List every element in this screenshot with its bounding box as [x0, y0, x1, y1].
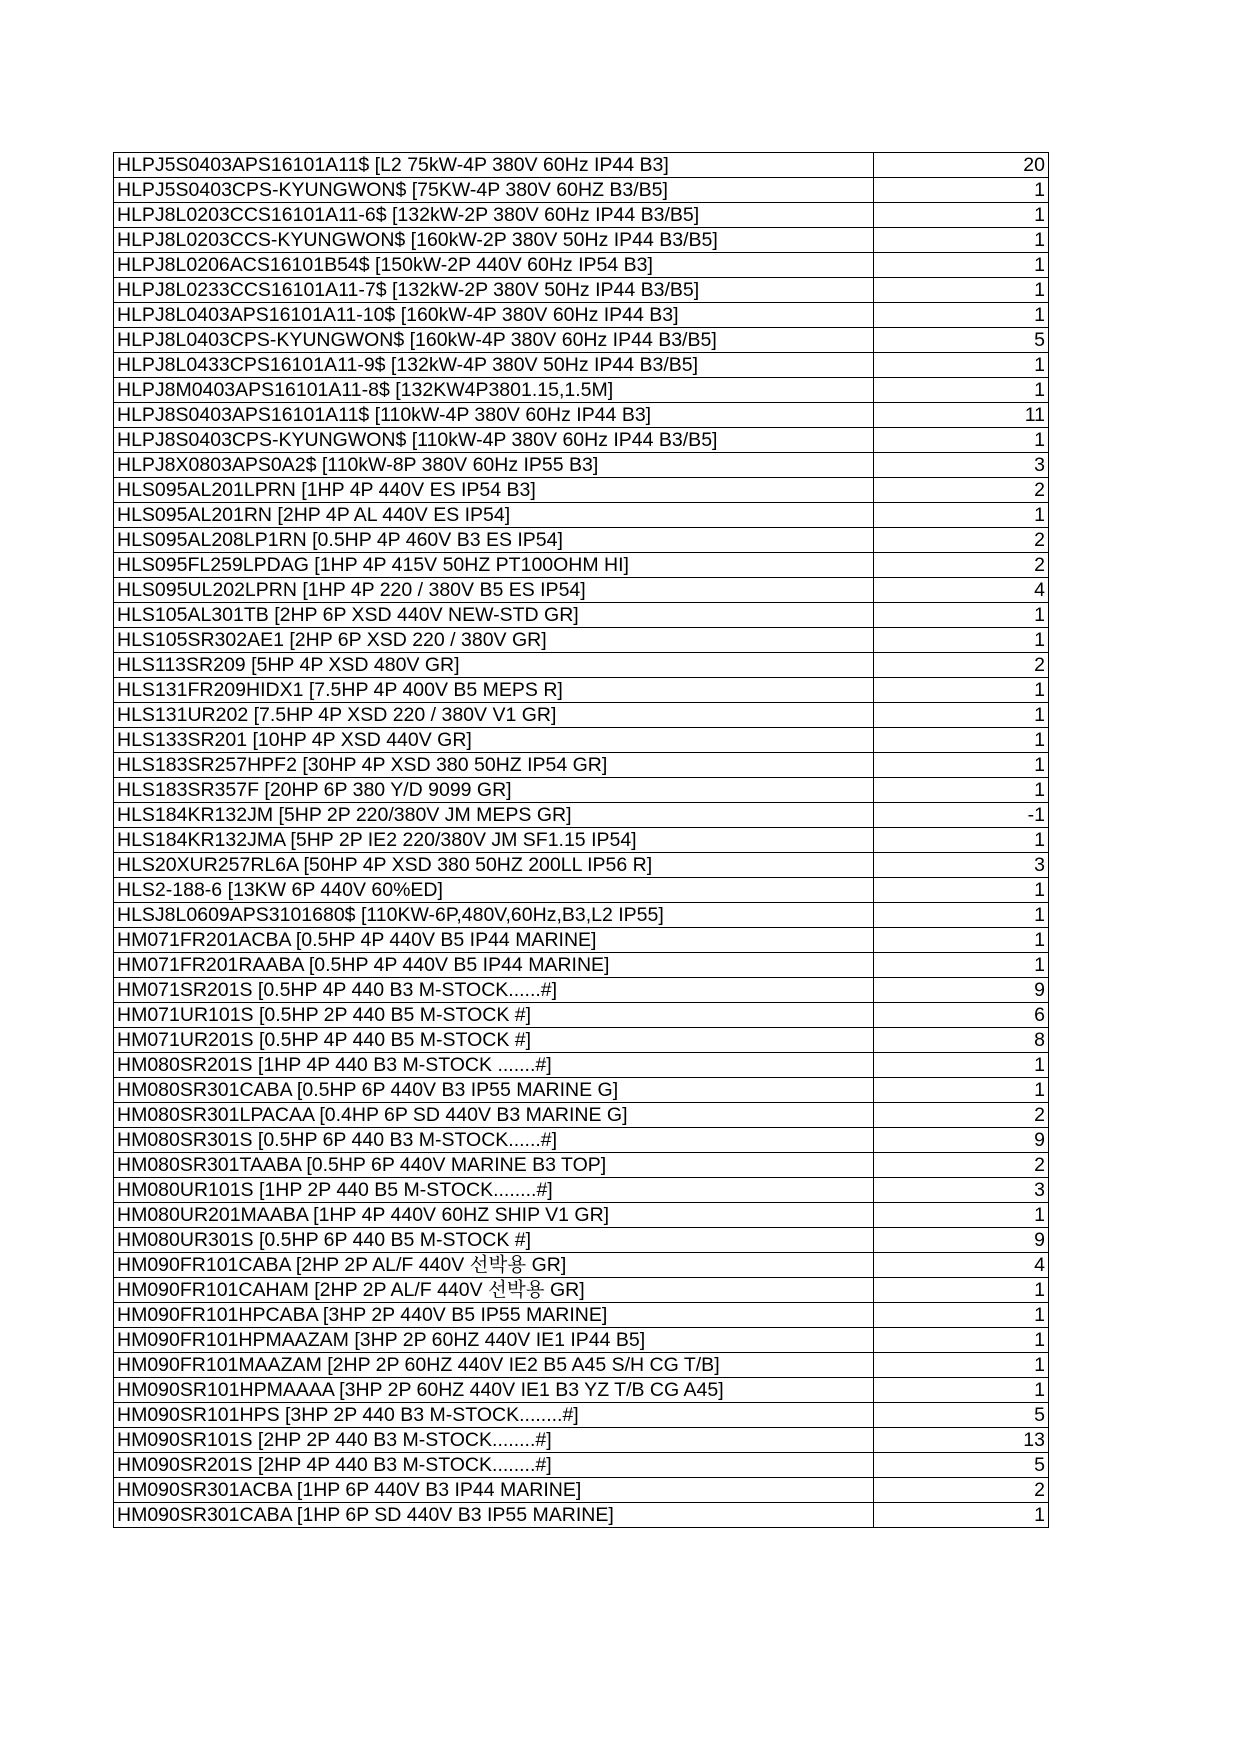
table-row — [114, 453, 1049, 478]
item-description-cell: HM090SR101HPS [3HP 2P 440 B3 M-STOCK........#] — [114, 1403, 874, 1428]
item-description-cell: HLPJ8L0206ACS16101B54$ [150kW-2P 440V 60Hz IP54 B3] — [114, 253, 874, 278]
item-description-cell: HLS105SR302AE1 [2HP 6P XSD 220 / 380V GR] — [114, 628, 874, 653]
table-row — [114, 853, 1049, 878]
item-description-cell: HM090SR101S [2HP 2P 440 B3 M-STOCK........#] — [114, 1428, 874, 1453]
quantity-cell: 1 — [874, 628, 1049, 653]
quantity-cell: 2 — [874, 1103, 1049, 1128]
table-row — [114, 1128, 1049, 1153]
quantity-cell: 9 — [874, 1128, 1049, 1153]
item-description-cell: HLS20XUR257RL6A [50HP 4P XSD 380 50HZ 200LL IP56 R] — [114, 853, 874, 878]
table-row — [114, 878, 1049, 903]
item-description-cell: HM090SR201S [2HP 4P 440 B3 M-STOCK........#] — [114, 1453, 874, 1478]
table-row — [114, 1328, 1049, 1353]
quantity-cell: 1 — [874, 703, 1049, 728]
item-description-cell: HLS131FR209HIDX1 [7.5HP 4P 400V B5 MEPS R] — [114, 678, 874, 703]
item-description-cell: HM071UR101S [0.5HP 2P 440 B5 M-STOCK #] — [114, 1003, 874, 1028]
table-row — [114, 1353, 1049, 1378]
quantity-cell: 1 — [874, 1203, 1049, 1228]
table-row — [114, 903, 1049, 928]
table-row — [114, 353, 1049, 378]
quantity-cell: 1 — [874, 228, 1049, 253]
table-row — [114, 1478, 1049, 1503]
quantity-cell: -1 — [874, 803, 1049, 828]
item-description-cell: HLPJ8L0433CPS16101A11-9$ [132kW-4P 380V 50Hz IP44 B3/B5] — [114, 353, 874, 378]
quantity-cell: 1 — [874, 1303, 1049, 1328]
item-description-cell: HLPJ8L0203CCS16101A11-6$ [132kW-2P 380V 60Hz IP44 B3/B5] — [114, 203, 874, 228]
item-description-cell: HLPJ8S0403APS16101A11$ [110kW-4P 380V 60Hz IP44 B3] — [114, 403, 874, 428]
quantity-cell: 9 — [874, 1228, 1049, 1253]
table-row — [114, 1178, 1049, 1203]
table-row — [114, 653, 1049, 678]
table-row — [114, 628, 1049, 653]
table-row — [114, 1303, 1049, 1328]
quantity-cell: 5 — [874, 1403, 1049, 1428]
table-row — [114, 1503, 1049, 1528]
item-description-cell: HM080UR301S [0.5HP 6P 440 B5 M-STOCK #] — [114, 1228, 874, 1253]
table-row — [114, 578, 1049, 603]
quantity-cell: 8 — [874, 1028, 1049, 1053]
table-row — [114, 378, 1049, 403]
table-row — [114, 1053, 1049, 1078]
quantity-cell: 1 — [874, 1053, 1049, 1078]
quantity-cell: 1 — [874, 903, 1049, 928]
item-description-cell: HM090FR101CABA [2HP 2P AL/F 440V 선박용 GR] — [114, 1253, 874, 1278]
item-description-cell: HM080SR201S [1HP 4P 440 B3 M-STOCK .......#] — [114, 1053, 874, 1078]
quantity-cell: 1 — [874, 303, 1049, 328]
item-description-cell: HLPJ5S0403APS16101A11$ [L2 75kW-4P 380V 60Hz IP44 B3] — [114, 153, 874, 178]
table-row — [114, 303, 1049, 328]
quantity-cell: 1 — [874, 928, 1049, 953]
item-description-cell: HM071FR201ACBA [0.5HP 4P 440V B5 IP44 MARINE] — [114, 928, 874, 953]
quantity-cell: 2 — [874, 653, 1049, 678]
table-row — [114, 778, 1049, 803]
table-row — [114, 1378, 1049, 1403]
item-description-cell: HM071FR201RAABA [0.5HP 4P 440V B5 IP44 MARINE] — [114, 953, 874, 978]
item-description-cell: HM080SR301S [0.5HP 6P 440 B3 M-STOCK......#] — [114, 1128, 874, 1153]
table-row — [114, 478, 1049, 503]
table-row — [114, 428, 1049, 453]
quantity-cell: 2 — [874, 478, 1049, 503]
table-row — [114, 678, 1049, 703]
item-description-cell: HLS095AL208LP1RN [0.5HP 4P 460V B3 ES IP54] — [114, 528, 874, 553]
quantity-cell: 1 — [874, 778, 1049, 803]
table-row — [114, 278, 1049, 303]
inventory-table — [113, 152, 1049, 1528]
quantity-cell: 2 — [874, 1153, 1049, 1178]
quantity-cell: 2 — [874, 1478, 1049, 1503]
table-row — [114, 828, 1049, 853]
table-row — [114, 753, 1049, 778]
item-description-cell: HLSJ8L0609APS3101680$ [110KW-6P,480V,60Hz,B3,L2 IP55] — [114, 903, 874, 928]
item-description-cell: HLS095FL259LPDAG [1HP 4P 415V 50HZ PT100OHM HI] — [114, 553, 874, 578]
inventory-table-body — [114, 153, 1049, 1528]
table-row — [114, 253, 1049, 278]
table-row — [114, 228, 1049, 253]
quantity-cell: 1 — [874, 428, 1049, 453]
table-row — [114, 1003, 1049, 1028]
item-description-cell: HLPJ5S0403CPS-KYUNGWON$ [75KW-4P 380V 60HZ B3/B5] — [114, 178, 874, 203]
item-description-cell: HLS131UR202 [7.5HP 4P XSD 220 / 380V V1 GR] — [114, 703, 874, 728]
item-description-cell: HM080SR301LPACAA [0.4HP 6P SD 440V B3 MARINE G] — [114, 1103, 874, 1128]
item-description-cell: HLPJ8L0203CCS-KYUNGWON$ [160kW-2P 380V 50Hz IP44 B3/B5] — [114, 228, 874, 253]
item-description-cell: HLS095AL201LPRN [1HP 4P 440V ES IP54 B3] — [114, 478, 874, 503]
item-description-cell: HM080SR301TAABA [0.5HP 6P 440V MARINE B3 TOP] — [114, 1153, 874, 1178]
item-description-cell: HM080SR301CABA [0.5HP 6P 440V B3 IP55 MARINE G] — [114, 1078, 874, 1103]
item-description-cell: HM090FR101CAHAM [2HP 2P AL/F 440V 선박용 GR] — [114, 1278, 874, 1303]
quantity-cell: 4 — [874, 578, 1049, 603]
item-description-cell: HLPJ8L0403CPS-KYUNGWON$ [160kW-4P 380V 60Hz IP44 B3/B5] — [114, 328, 874, 353]
quantity-cell: 20 — [874, 153, 1049, 178]
table-row — [114, 603, 1049, 628]
quantity-cell: 1 — [874, 1078, 1049, 1103]
quantity-cell: 1 — [874, 828, 1049, 853]
item-description-cell: HM090FR101HPCABA [3HP 2P 440V B5 IP55 MARINE] — [114, 1303, 874, 1328]
table-row — [114, 528, 1049, 553]
quantity-cell: 13 — [874, 1428, 1049, 1453]
table-row — [114, 1228, 1049, 1253]
quantity-cell: 1 — [874, 203, 1049, 228]
quantity-cell: 1 — [874, 678, 1049, 703]
quantity-cell: 5 — [874, 328, 1049, 353]
table-row — [114, 1028, 1049, 1053]
quantity-cell: 1 — [874, 178, 1049, 203]
item-description-cell: HLS184KR132JM [5HP 2P 220/380V JM MEPS GR] — [114, 803, 874, 828]
table-row — [114, 1428, 1049, 1453]
table-row — [114, 1403, 1049, 1428]
table-row — [114, 1278, 1049, 1303]
item-description-cell: HLS184KR132JMA [5HP 2P IE2 220/380V JM SF1.15 IP54] — [114, 828, 874, 853]
quantity-cell: 1 — [874, 1353, 1049, 1378]
quantity-cell: 1 — [874, 753, 1049, 778]
quantity-cell: 1 — [874, 603, 1049, 628]
quantity-cell: 4 — [874, 1253, 1049, 1278]
quantity-cell: 3 — [874, 453, 1049, 478]
quantity-cell: 1 — [874, 253, 1049, 278]
table-row — [114, 1453, 1049, 1478]
quantity-cell: 1 — [874, 378, 1049, 403]
item-description-cell: HM090FR101HPMAAZAM [3HP 2P 60HZ 440V IE1 IP44 B5] — [114, 1328, 874, 1353]
quantity-cell: 1 — [874, 278, 1049, 303]
quantity-cell: 9 — [874, 978, 1049, 1003]
table-row — [114, 953, 1049, 978]
table-row — [114, 1253, 1049, 1278]
table-row — [114, 153, 1049, 178]
quantity-cell: 5 — [874, 1453, 1049, 1478]
item-description-cell: HLS183SR257HPF2 [30HP 4P XSD 380 50HZ IP54 GR] — [114, 753, 874, 778]
table-row — [114, 978, 1049, 1003]
table-row — [114, 1103, 1049, 1128]
item-description-cell: HM071SR201S [0.5HP 4P 440 B3 M-STOCK......#] — [114, 978, 874, 1003]
table-row — [114, 1203, 1049, 1228]
item-description-cell: HLPJ8X0803APS0A2$ [110kW-8P 380V 60Hz IP55 B3] — [114, 453, 874, 478]
item-description-cell: HM080UR101S [1HP 2P 440 B5 M-STOCK........#] — [114, 1178, 874, 1203]
item-description-cell: HLS105AL301TB [2HP 6P XSD 440V NEW-STD GR] — [114, 603, 874, 628]
quantity-cell: 1 — [874, 1328, 1049, 1353]
quantity-cell: 1 — [874, 353, 1049, 378]
item-description-cell: HLPJ8M0403APS16101A11-8$ [132KW4P3801.15,1.5M] — [114, 378, 874, 403]
table-row — [114, 1153, 1049, 1178]
quantity-cell: 1 — [874, 503, 1049, 528]
table-row — [114, 203, 1049, 228]
quantity-cell: 3 — [874, 1178, 1049, 1203]
table-row — [114, 928, 1049, 953]
quantity-cell: 2 — [874, 528, 1049, 553]
table-row — [114, 703, 1049, 728]
item-description-cell: HLS2-188-6 [13KW 6P 440V 60%ED] — [114, 878, 874, 903]
table-row — [114, 728, 1049, 753]
quantity-cell: 6 — [874, 1003, 1049, 1028]
quantity-cell: 1 — [874, 728, 1049, 753]
table-row — [114, 503, 1049, 528]
item-description-cell: HLS133SR201 [10HP 4P XSD 440V GR] — [114, 728, 874, 753]
item-description-cell: HM090FR101MAAZAM [2HP 2P 60HZ 440V IE2 B5 A45 S/H CG T/B] — [114, 1353, 874, 1378]
item-description-cell: HLPJ8L0233CCS16101A11-7$ [132kW-2P 380V 50Hz IP44 B3/B5] — [114, 278, 874, 303]
item-description-cell: HLS095UL202LPRN [1HP 4P 220 / 380V B5 ES IP54] — [114, 578, 874, 603]
item-description-cell: HLPJ8L0403APS16101A11-10$ [160kW-4P 380V 60Hz IP44 B3] — [114, 303, 874, 328]
quantity-cell: 1 — [874, 1378, 1049, 1403]
table-row — [114, 178, 1049, 203]
table-row — [114, 803, 1049, 828]
item-description-cell: HLS095AL201RN [2HP 4P AL 440V ES IP54] — [114, 503, 874, 528]
item-description-cell: HLPJ8S0403CPS-KYUNGWON$ [110kW-4P 380V 60Hz IP44 B3/B5] — [114, 428, 874, 453]
item-description-cell: HM090SR101HPMAAAA [3HP 2P 60HZ 440V IE1 B3 YZ T/B CG A45] — [114, 1378, 874, 1403]
quantity-cell: 2 — [874, 553, 1049, 578]
quantity-cell: 1 — [874, 878, 1049, 903]
item-description-cell: HM071UR201S [0.5HP 4P 440 B5 M-STOCK #] — [114, 1028, 874, 1053]
item-description-cell: HM090SR301ACBA [1HP 6P 440V B3 IP44 MARINE] — [114, 1478, 874, 1503]
quantity-cell: 1 — [874, 1278, 1049, 1303]
quantity-cell: 1 — [874, 1503, 1049, 1528]
quantity-cell: 11 — [874, 403, 1049, 428]
item-description-cell: HM090SR301CABA [1HP 6P SD 440V B3 IP55 MARINE] — [114, 1503, 874, 1528]
item-description-cell: HM080UR201MAABA [1HP 4P 440V 60HZ SHIP V1 GR] — [114, 1203, 874, 1228]
item-description-cell: HLS183SR357F [20HP 6P 380 Y/D 9099 GR] — [114, 778, 874, 803]
table-row — [114, 553, 1049, 578]
quantity-cell: 3 — [874, 853, 1049, 878]
table-row — [114, 403, 1049, 428]
table-row — [114, 328, 1049, 353]
quantity-cell: 1 — [874, 953, 1049, 978]
table-row — [114, 1078, 1049, 1103]
item-description-cell: HLS113SR209 [5HP 4P XSD 480V GR] — [114, 653, 874, 678]
